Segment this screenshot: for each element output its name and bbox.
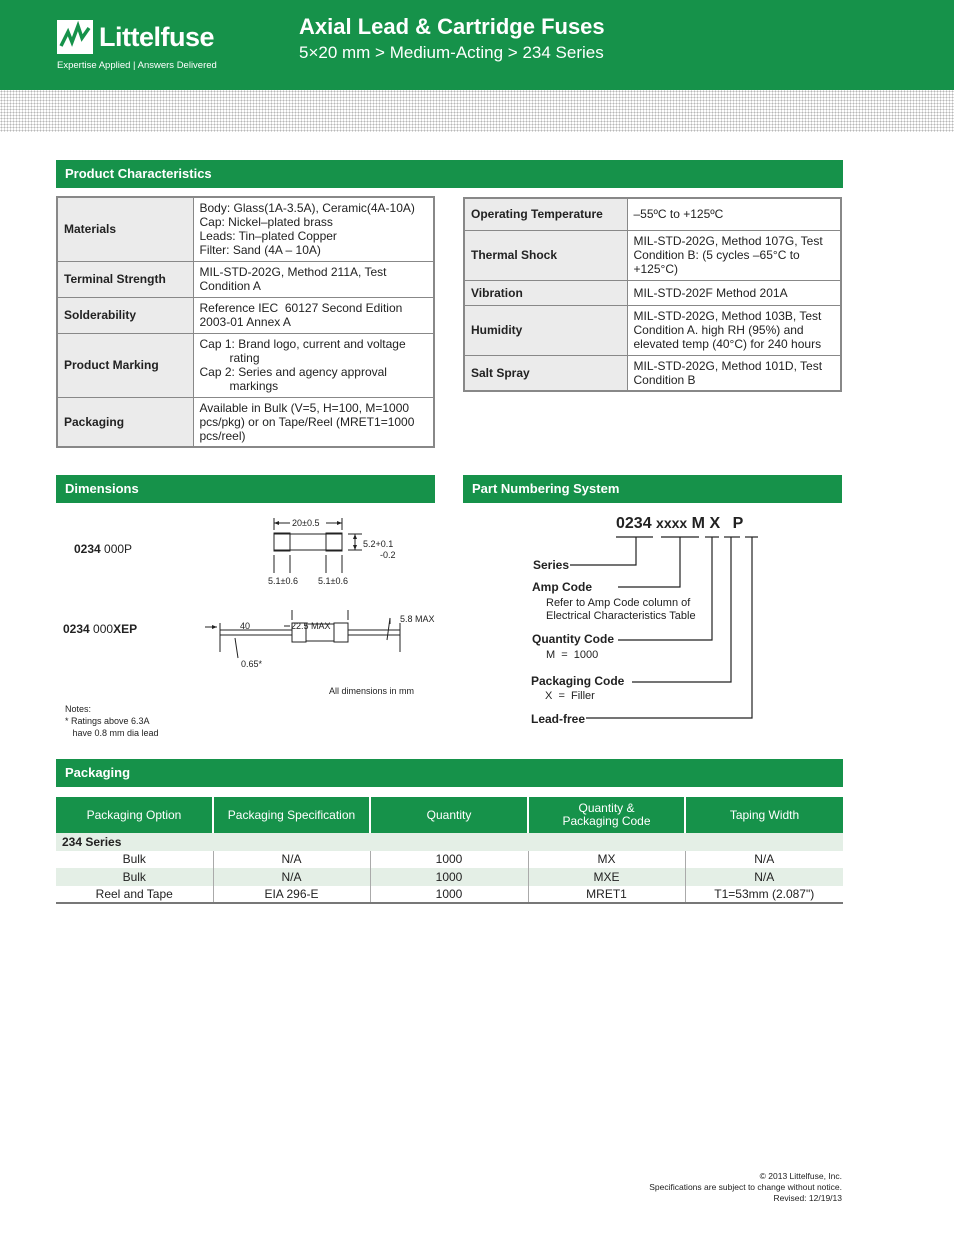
- dim-length: 20±0.5: [292, 518, 320, 528]
- dim-diameter-tol: -0.2: [380, 550, 396, 560]
- dim-body-length: 22.5 MAX: [291, 621, 331, 631]
- right-key: Thermal Shock: [464, 230, 627, 280]
- right-row: [464, 230, 841, 280]
- left-key: Solderability: [57, 297, 193, 333]
- littelfuse-logo-icon: [57, 20, 93, 54]
- footer-revised: Revised: 12/19/13: [773, 1193, 842, 1203]
- table-cell: T1=53mm (2.087"): [685, 886, 843, 904]
- table-cell: EIA 296-E: [213, 886, 370, 904]
- product-characteristics-heading: Product Characteristics: [56, 160, 843, 188]
- left-key: Product Marking: [57, 333, 193, 397]
- series-label: 234 Series: [56, 833, 843, 851]
- value-line: MIL-STD-202G, Method 107G, Test: [633, 234, 823, 248]
- table-cell: N/A: [213, 868, 370, 886]
- value-line: Body: Glass(1A-3.5A), Ceramic(4A-10A): [199, 201, 415, 216]
- packaging-column-header: Taping Width: [685, 797, 843, 833]
- all-dims-note: All dimensions in mm: [329, 686, 415, 696]
- table-cell: N/A: [685, 868, 843, 886]
- pn-amp-code-label: Amp Code: [532, 580, 592, 594]
- right-key: Humidity: [464, 305, 627, 355]
- dim-diameter: 5.2+0.1: [363, 539, 394, 549]
- pn-leadfree-label: Lead-free: [531, 712, 586, 726]
- dimensions-heading: Dimensions: [56, 475, 435, 503]
- pn-amp-desc-1: Refer to Amp Code column of: [546, 597, 691, 609]
- right-row: [464, 305, 841, 355]
- right-row: [464, 198, 841, 230]
- right-key: Vibration: [464, 280, 627, 305]
- value-line: Condition B: (5 cycles –65°C to: [633, 248, 800, 262]
- page-header: [0, 0, 954, 90]
- right-key: Operating Temperature: [464, 198, 627, 230]
- table-cell: Bulk: [56, 851, 213, 869]
- value-line: +125°C): [633, 262, 678, 276]
- left-key: Terminal Strength: [57, 261, 193, 297]
- value-line: Filter: Sand (4A – 10A): [199, 243, 321, 258]
- value-line: Condition A. high RH (95%) and: [633, 323, 804, 337]
- value-line: Condition A: [199, 279, 261, 293]
- packaging-column-header: Packaging Specification: [213, 797, 370, 833]
- pn-qty-desc: M = 1000: [546, 649, 599, 661]
- fuse-dimension-drawing: [200, 510, 440, 700]
- value-line: elevated temp (40°C) for 240 hours: [633, 337, 822, 351]
- code-qty: M: [691, 515, 705, 532]
- table-cell: N/A: [754, 852, 775, 867]
- page-title: Axial Lead & Cartridge Fuses: [299, 14, 605, 39]
- dotted-band: [0, 90, 954, 132]
- part-numbering-heading: Part Numbering System: [463, 475, 842, 503]
- value-line: Available in Bulk (V=5, H=100, M=1000: [199, 400, 410, 415]
- table-cell: Reel and Tape: [56, 886, 213, 904]
- left-row: [57, 261, 434, 297]
- table-cell: Bulk: [56, 868, 213, 886]
- value-line: Cap 2: Series and agency approval: [199, 365, 387, 379]
- value-line: markings: [199, 379, 279, 393]
- table-cell: MRET1: [528, 886, 685, 904]
- pn-pkg-code-label: Packaging Code: [531, 674, 625, 688]
- value-line: rating: [199, 351, 260, 365]
- table-cell: 1000: [370, 886, 528, 904]
- characteristics-table-right: [463, 197, 842, 392]
- value-line: MIL-STD-202G, Method 103B, Test: [633, 309, 822, 323]
- left-row: [57, 197, 434, 261]
- value-line: MIL-STD-202G, Method 101D, Test: [633, 358, 823, 373]
- brand-tagline: Expertise Applied | Answers Delivered: [57, 60, 217, 71]
- packaging-heading: Packaging: [56, 759, 843, 787]
- value-line: Leads: Tin–plated Copper: [199, 229, 337, 244]
- right-key: Salt Spray: [464, 355, 627, 391]
- dim-lead-diameter: 0.65*: [241, 659, 263, 669]
- packaging-column-header: Quantity & Packaging Code: [528, 797, 685, 833]
- pn-amp-desc-2: Electrical Characteristics Table: [546, 610, 696, 622]
- code-amp: xxxx: [656, 515, 688, 531]
- dim-note-1: * Ratings above 6.3A: [65, 716, 150, 726]
- pn-qty-code-label: Quantity Code: [532, 632, 615, 646]
- pn-pkg-desc: X = Filler: [545, 690, 595, 702]
- left-value: [193, 397, 434, 447]
- left-key: Packaging: [57, 397, 193, 447]
- series-row: [56, 833, 843, 851]
- right-value: [627, 355, 841, 391]
- dim-lead-length: 40: [240, 621, 251, 631]
- value-line: Reference IEC 60127 Second Edition: [199, 301, 403, 315]
- footer-notice: Specifications are subject to change without notice.: [649, 1182, 842, 1192]
- part-000xep-label: 0234 000XEP: [63, 622, 138, 636]
- packaging-column-header: Quantity: [370, 797, 528, 833]
- packaging-table: [56, 797, 843, 904]
- value-line: pcs/pkg) or on Tape/Reel (MRET1=1000: [199, 414, 415, 429]
- left-row: [57, 397, 434, 447]
- left-value: [193, 297, 434, 333]
- table-cell: 1000: [370, 851, 528, 869]
- code-leadfree: P: [732, 515, 744, 532]
- value-line: pcs/reel): [199, 428, 246, 443]
- code-pkg: X: [709, 515, 721, 532]
- part-000p-label: 0234 000P: [74, 542, 133, 556]
- brand-name: Littelfuse: [99, 22, 215, 52]
- table-cell: N/A: [213, 851, 370, 869]
- dim-note-2: have 0.8 mm dia lead: [65, 728, 159, 738]
- dim-notes-title: Notes:: [65, 704, 92, 714]
- right-value: [627, 280, 841, 305]
- characteristics-table-left: [56, 196, 435, 448]
- left-value: [193, 261, 434, 297]
- footer-copyright: © 2013 Littelfuse, Inc.: [759, 1171, 842, 1181]
- value-line: Cap: Nickel–plated brass: [199, 215, 333, 230]
- code-series: 0234: [616, 515, 652, 532]
- value-line: 2003-01 Annex A: [199, 315, 291, 329]
- table-cell: MXE: [528, 868, 685, 886]
- page-footer: [649, 1171, 842, 1204]
- left-value: [193, 197, 434, 261]
- right-value: [627, 198, 841, 230]
- table-row: [56, 851, 843, 869]
- left-row: [57, 297, 434, 333]
- left-key: Materials: [57, 197, 193, 261]
- value-line: MIL-STD-202F Method 201A: [633, 285, 788, 300]
- left-value: [193, 333, 434, 397]
- right-row: [464, 280, 841, 305]
- value-line: Condition B: [633, 372, 696, 387]
- left-row: [57, 333, 434, 397]
- table-cell: MX: [528, 851, 685, 869]
- right-value: [627, 230, 841, 280]
- packaging-column-header: Packaging Option: [56, 797, 213, 833]
- dim-body-diameter: 5.8 MAX: [400, 614, 435, 624]
- dim-cap-right: 5.1±0.6: [318, 576, 348, 586]
- table-row: [56, 886, 843, 904]
- right-row: [464, 355, 841, 391]
- pn-series-label: Series: [533, 558, 570, 572]
- value-line: –55ºC to +125ºC: [633, 207, 724, 222]
- right-value: [627, 305, 841, 355]
- value-line: Cap 1: Brand logo, current and voltage: [199, 337, 406, 351]
- dim-cap-left: 5.1±0.6: [268, 576, 298, 586]
- table-row: [56, 868, 843, 886]
- table-cell: 1000: [370, 868, 528, 886]
- value-line: MIL-STD-202G, Method 211A, Test: [199, 265, 387, 279]
- page-subtitle: 5×20 mm > Medium-Acting > 234 Series: [299, 43, 604, 62]
